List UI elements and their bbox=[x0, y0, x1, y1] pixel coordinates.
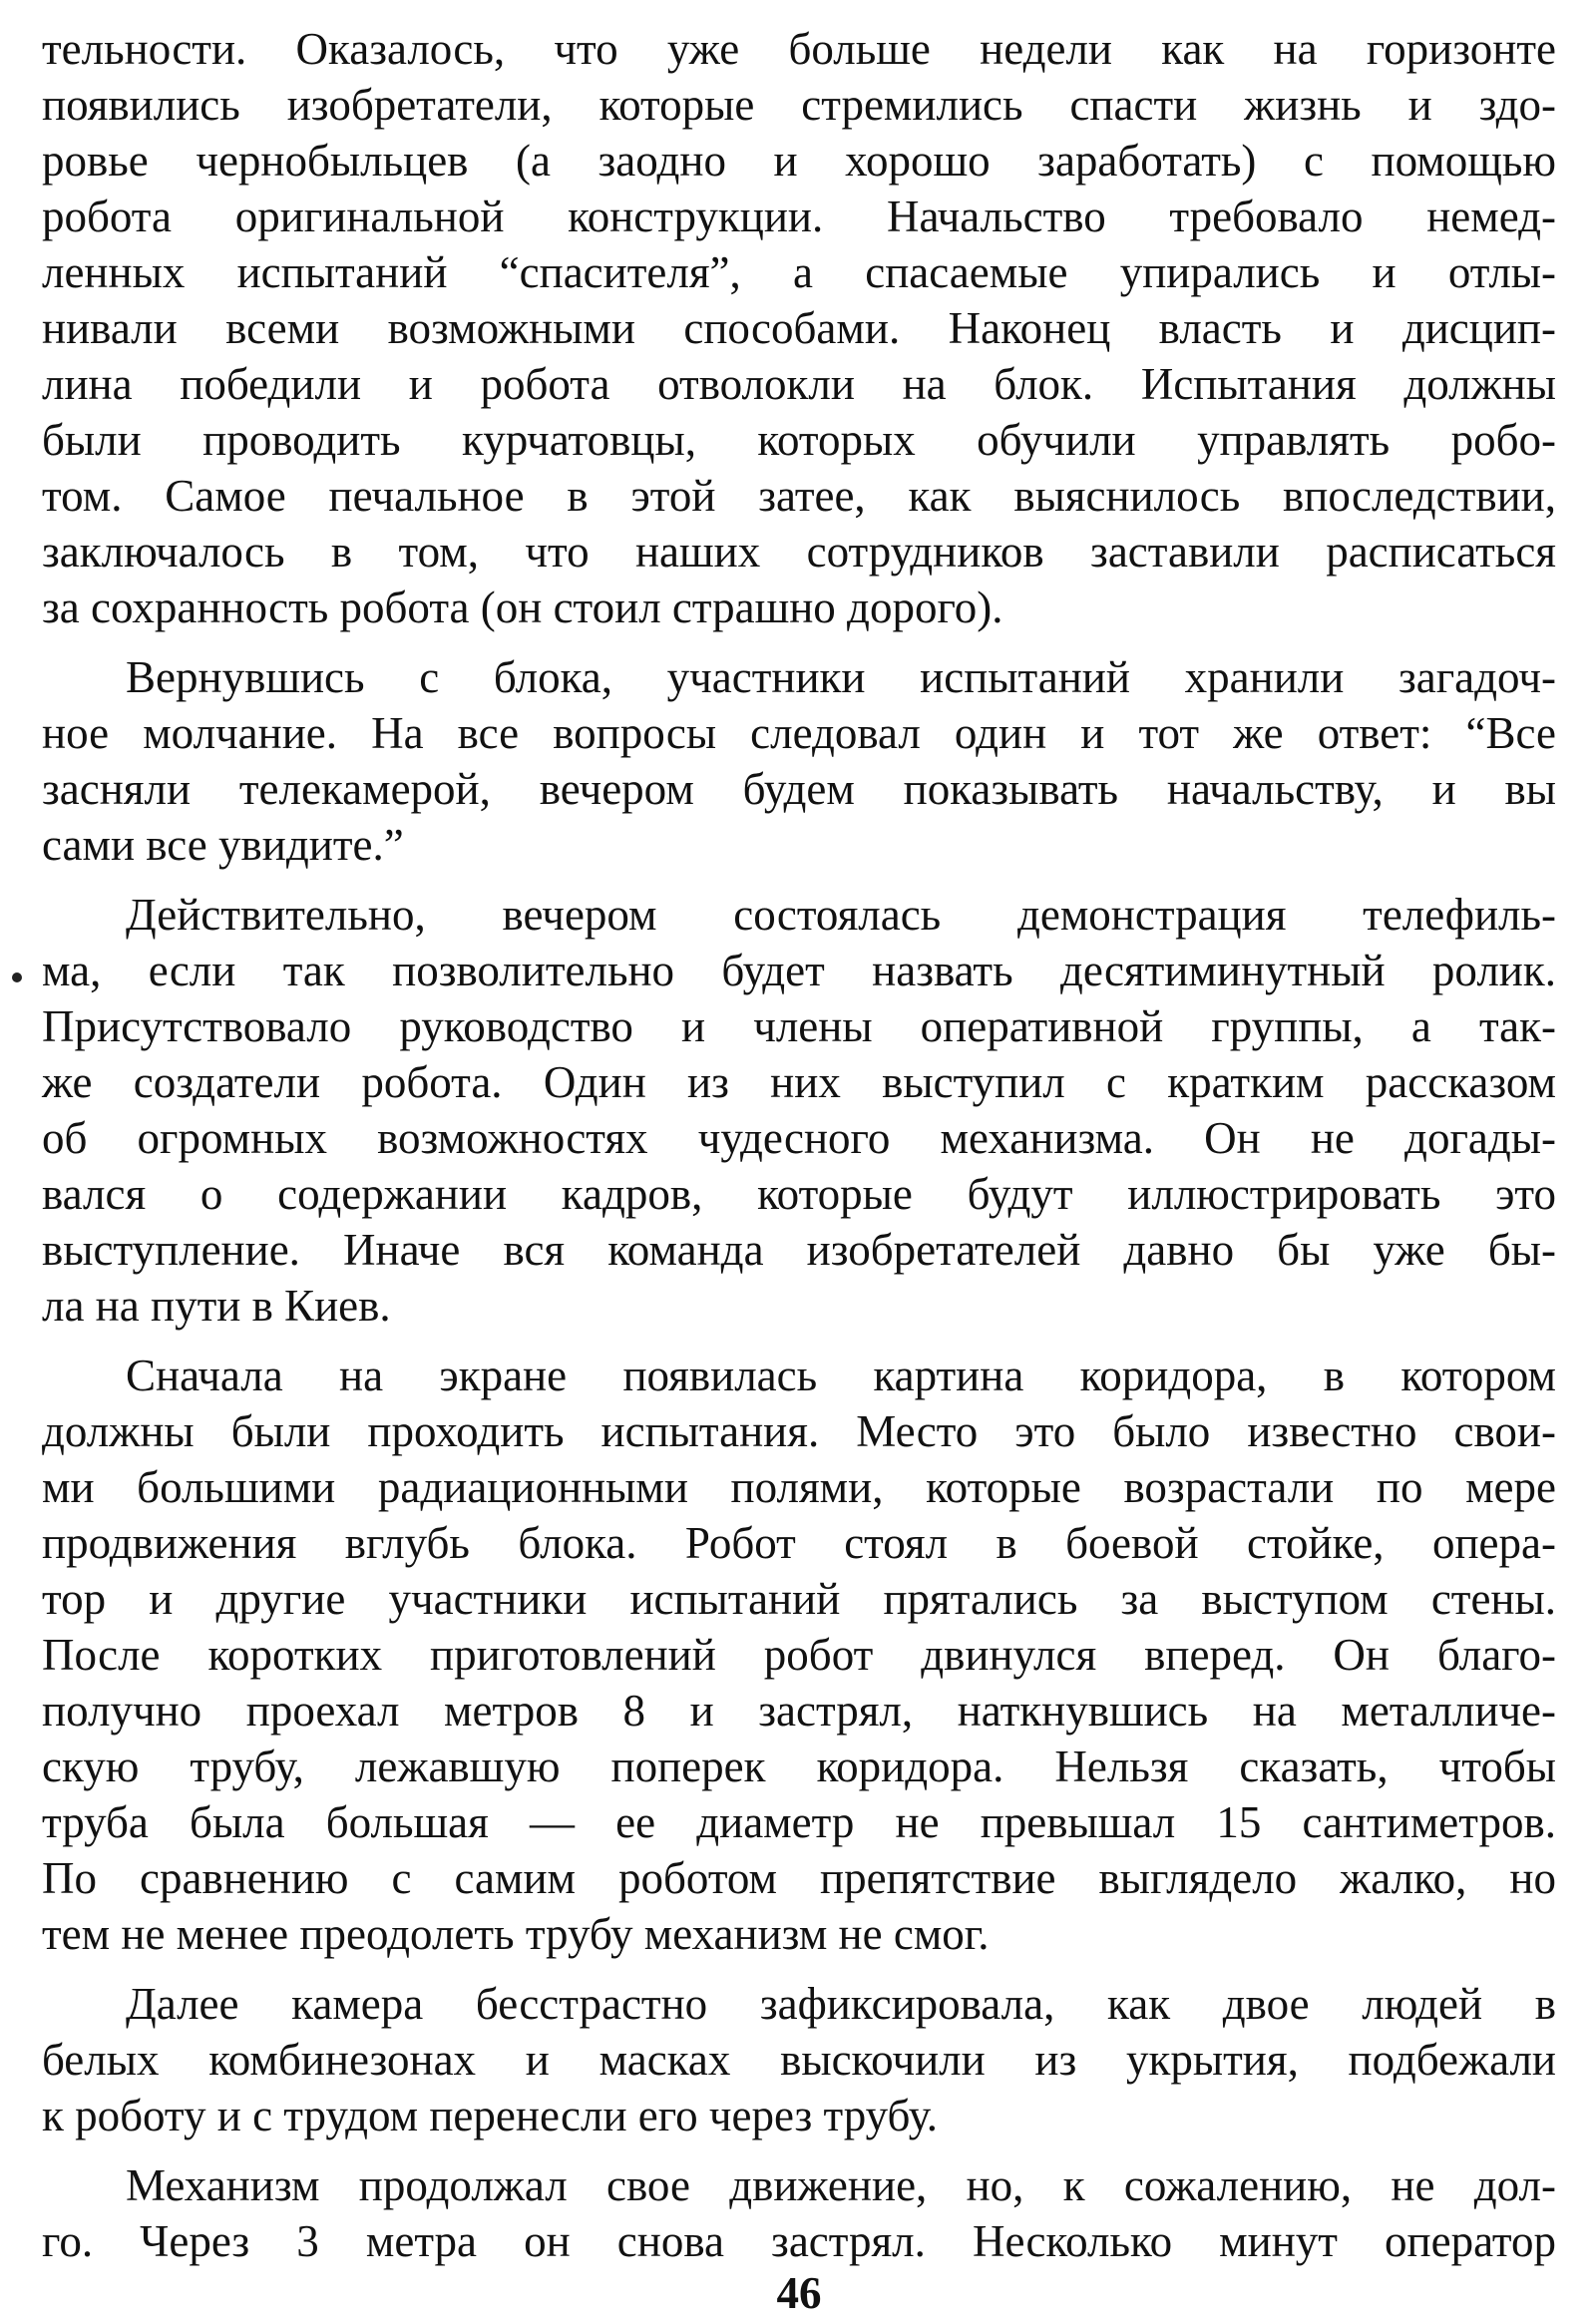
text-line: го. Через 3 метра он снова застрял. Несколько минут оператор bbox=[42, 2216, 1556, 2266]
text-line: нивали всеми возможными способами. Наконец власть и дисцип- bbox=[42, 303, 1556, 353]
text-line: ное молчание. На все вопросы следовал один и тот же ответ: “Все bbox=[42, 708, 1556, 758]
text-line: робота оригинальной конструкции. Начальство требовало немед- bbox=[42, 192, 1556, 241]
text-line: выступление. Иначе вся команда изобретателей давно бы уже бы- bbox=[42, 1225, 1556, 1275]
text-line: После коротких приготовлений робот двинулся вперед. Он благо- bbox=[42, 1630, 1556, 1680]
text-line: белых комбинезонах и масках выскочили из укрытия, подбежали bbox=[42, 2035, 1556, 2085]
text-line: ровье чернобыльцев (а заодно и хорошо заработать) с помощью bbox=[42, 136, 1556, 186]
text-line: труба была большая — ее диаметр не превышал 15 сантиметров. bbox=[42, 1797, 1556, 1847]
text-line: ма, если так позволительно будет назвать десятиминутный ролик. bbox=[42, 946, 1556, 995]
text-line: засняли телекамерой, вечером будем показывать начальству, и вы bbox=[42, 764, 1556, 814]
text-line: ленных испытаний “спасителя”, а спасаемые упирались и отлы- bbox=[42, 247, 1556, 297]
text-line: тем не менее преодолеть трубу механизм не смог. bbox=[42, 1909, 990, 1959]
text-line: появились изобретатели, которые стремились спасти жизнь и здо- bbox=[42, 80, 1556, 130]
text-line: вался о содержании кадров, которые будут иллюстрировать это bbox=[42, 1169, 1556, 1219]
text-line: об огромных возможностях чудесного механизма. Он не догады- bbox=[42, 1113, 1556, 1163]
text-line: скую трубу, лежавшую поперек коридора. Нельзя сказать, чтобы bbox=[42, 1742, 1556, 1791]
margin-dot bbox=[12, 972, 22, 982]
text-line: Сначала на экране появилась картина коридора, в котором bbox=[126, 1351, 1556, 1400]
book-page bbox=[42, 22, 1556, 2316]
text-line: получно проехал метров 8 и застрял, наткнувшись на металличе- bbox=[42, 1686, 1556, 1736]
text-line: заключалось в том, что наших сотрудников заставили расписаться bbox=[42, 527, 1556, 577]
page-number: 46 bbox=[776, 2268, 822, 2318]
text-line: По сравнению с самим роботом препятствие выглядело жалко, но bbox=[42, 1853, 1556, 1903]
text-line: продвижения вглубь блока. Робот стоял в боевой стойке, опера- bbox=[42, 1518, 1556, 1568]
text-line: сами все увидите.” bbox=[42, 820, 404, 870]
text-line: Механизм продолжал свое движение, но, к сожалению, не дол- bbox=[126, 2160, 1556, 2210]
text-line: том. Самое печальное в этой затее, как выяснилось впоследствии, bbox=[42, 471, 1556, 521]
text-line: Действительно, вечером состоялась демонстрация телефиль- bbox=[126, 890, 1556, 940]
text-line: за сохранность робота (он стоил страшно дорого). bbox=[42, 582, 1003, 632]
text-line: же создатели робота. Один из них выступил с кратким рассказом bbox=[42, 1057, 1556, 1107]
text-line: к роботу и с трудом перенесли его через трубу. bbox=[42, 2091, 938, 2140]
text-line: ла на пути в Киев. bbox=[42, 1281, 391, 1331]
text-line: лина победили и робота отволокли на блок. Испытания должны bbox=[42, 359, 1556, 409]
text-line: должны были проходить испытания. Место это было известно свои- bbox=[42, 1406, 1556, 1456]
text-line: Присутствовало руководство и члены оперативной группы, а так- bbox=[42, 1001, 1556, 1051]
text-line: Вернувшись с блока, участники испытаний хранили загадоч- bbox=[126, 652, 1556, 702]
text-line: Далее камера бесстрастно зафиксировала, как двое людей в bbox=[126, 1979, 1556, 2029]
text-line: были проводить курчатовцы, которых обучили управлять робо- bbox=[42, 415, 1556, 465]
text-line: ми большими радиационными полями, которые возрастали по мере bbox=[42, 1462, 1556, 1512]
text-line: тор и другие участники испытаний прятались за выступом стены. bbox=[42, 1574, 1556, 1624]
text-line: тельности. Оказалось, что уже больше недели как на горизонте bbox=[42, 24, 1556, 74]
